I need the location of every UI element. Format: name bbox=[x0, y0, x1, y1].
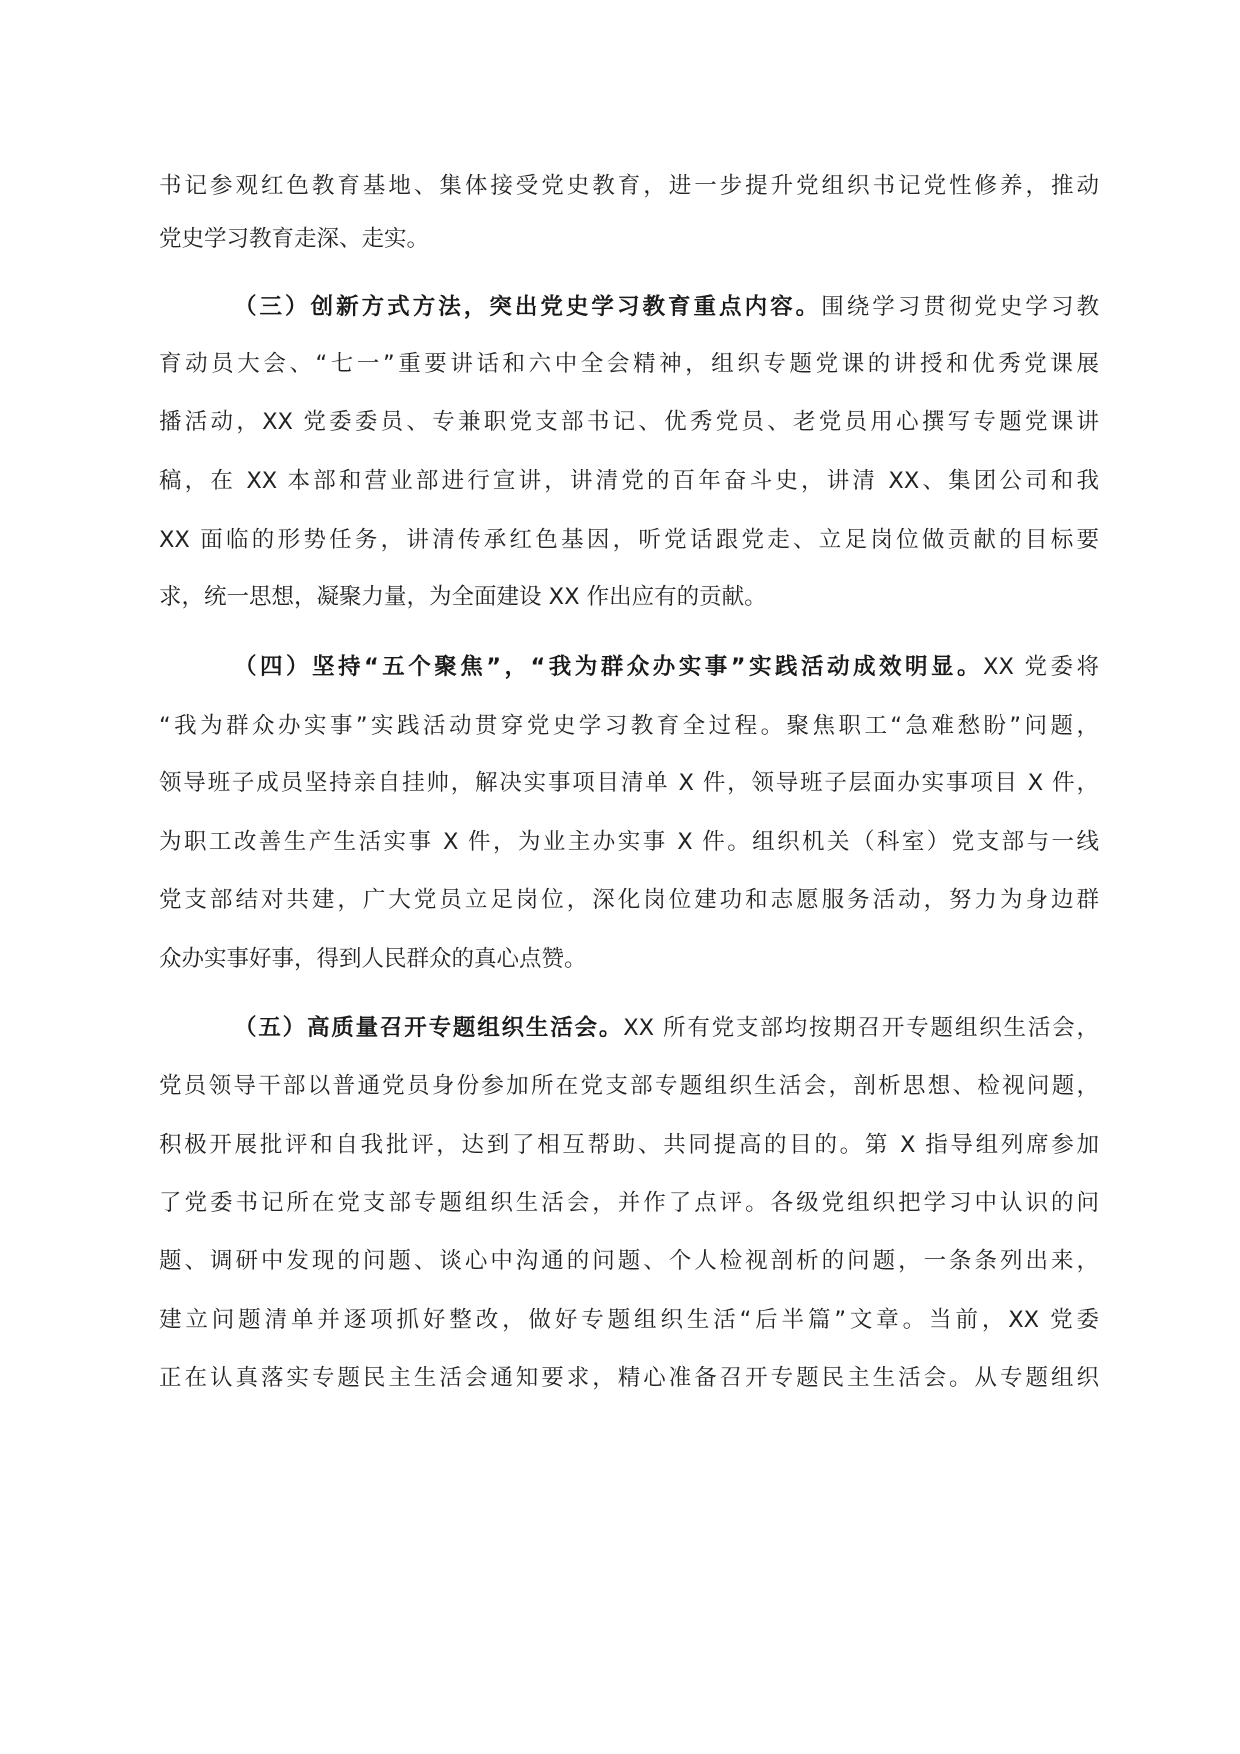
line-text: XX 面临的形势任务，讲清传承红色基因，听党话跟党走、立足岗位做贡献的目标要 bbox=[159, 527, 1099, 553]
text-line bbox=[159, 1358, 1099, 1398]
line-text: 围绕学习贯彻党史学习教 bbox=[821, 294, 1099, 320]
text-line bbox=[159, 461, 1099, 501]
text-line bbox=[159, 1066, 1099, 1106]
line-text: 育动员大会、“七一”重要讲话和六中全会精神，组织专题党课的讲授和优秀党课展 bbox=[159, 351, 1099, 377]
text-line bbox=[159, 166, 1099, 206]
line-text: XX 所有党支部均按期召开专题组织生活会， bbox=[623, 1015, 1099, 1041]
line-text: 众办实事好事，得到人民群众的真心点赞。 bbox=[159, 946, 587, 972]
text-line bbox=[159, 822, 1099, 862]
text-line bbox=[159, 1183, 1099, 1223]
text-line bbox=[159, 939, 587, 979]
text-line bbox=[159, 344, 1099, 384]
text-line bbox=[159, 1125, 1099, 1165]
text-line bbox=[159, 520, 1099, 560]
line-text: “我为群众办实事”实践活动贯穿党史学习教育全过程。聚焦职工“急难愁盼”问题， bbox=[159, 713, 1099, 739]
text-line bbox=[159, 880, 1099, 920]
text-line bbox=[159, 706, 1099, 746]
line-text: 领导班子成员坚持亲自挂帅，解决实事项目清单 X 件，领导班子层面办实事项目 X 件， bbox=[159, 770, 1099, 796]
section-heading-line bbox=[159, 287, 1099, 327]
line-text: 播活动，XX 党委委员、专兼职党支部书记、优秀党员、老党员用心撰写专题党课讲 bbox=[159, 409, 1099, 435]
line-text: 党支部结对共建，广大党员立足岗位，深化岗位建功和志愿服务活动，努力为身边群 bbox=[159, 887, 1099, 913]
line-text: 题、调研中发现的问题、谈心中沟通的问题、个人检视剖析的问题，一条条列出来， bbox=[159, 1248, 1099, 1274]
section-heading: （三）创新方式方法，突出党史学习教育重点内容。 bbox=[234, 294, 822, 320]
line-text: 积极开展批评和自我批评，达到了相互帮助、共同提高的目的。第 X 指导组列席参加 bbox=[159, 1132, 1099, 1158]
line-text: 建立问题清单并逐项抓好整改，做好专题组织生活“后半篇”文章。当前，XX 党委 bbox=[159, 1307, 1099, 1333]
line-text: 稿，在 XX 本部和营业部进行宣讲，讲清党的百年奋斗史，讲清 XX、集团公司和我 bbox=[159, 468, 1099, 494]
text-line bbox=[159, 763, 1099, 803]
line-text: XX 党委将 bbox=[983, 654, 1099, 680]
section-heading: （五）高质量召开专题组织生活会。 bbox=[234, 1015, 624, 1041]
text-line bbox=[159, 1241, 1099, 1281]
line-text: 书记参观红色教育基地、集体接受党史教育，进一步提升党组织书记党性修养，推动 bbox=[159, 173, 1099, 199]
text-line bbox=[159, 577, 767, 617]
text-line bbox=[159, 219, 429, 259]
section-heading-line bbox=[159, 647, 1099, 687]
text-line bbox=[159, 402, 1099, 442]
line-text: 求，统一思想，凝聚力量，为全面建设 XX 作出应有的贡献。 bbox=[159, 584, 767, 610]
line-text: 了党委书记所在党支部专题组织生活会，并作了点评。各级党组织把学习中认识的问 bbox=[159, 1190, 1099, 1216]
line-text: 为职工改善生产生活实事 X 件，为业主办实事 X 件。组织机关（科室）党支部与一线 bbox=[159, 829, 1099, 855]
text-line bbox=[159, 1300, 1099, 1340]
line-text: 正在认真落实专题民主生活会通知要求，精心准备召开专题民主生活会。从专题组织 bbox=[159, 1365, 1099, 1391]
line-text: 党员领导干部以普通党员身份参加所在党支部专题组织生活会，剖析思想、检视问题， bbox=[159, 1073, 1099, 1099]
line-text: 党史学习教育走深、走实。 bbox=[159, 226, 430, 252]
section-heading: （四）坚持“五个聚焦”，“我为群众办实事”实践活动成效明显。 bbox=[234, 654, 984, 680]
section-heading-line bbox=[159, 1008, 1099, 1048]
